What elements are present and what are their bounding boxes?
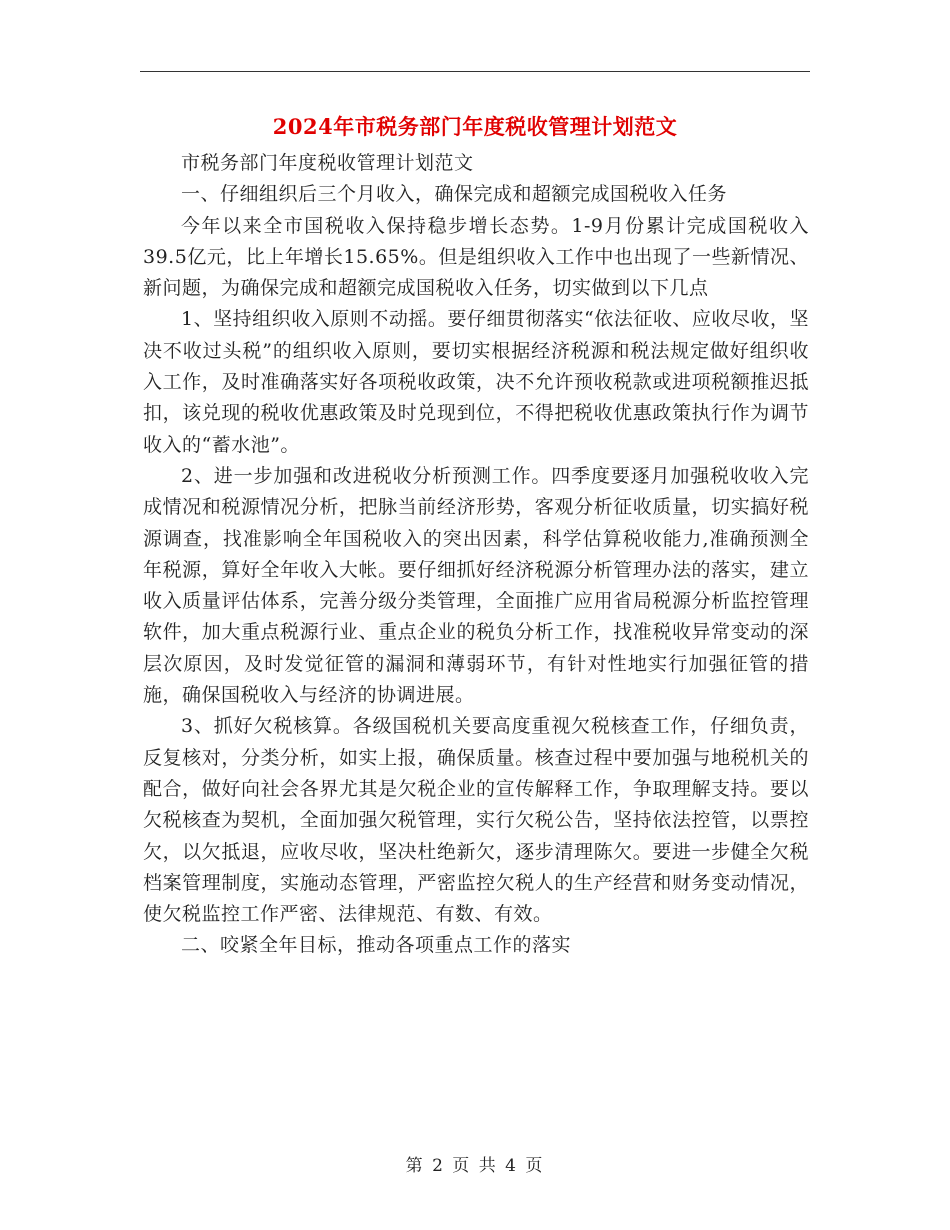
page-footer: 第 2 页 共 4 页	[405, 1156, 545, 1176]
header-rule	[140, 71, 810, 72]
paragraph: 2、进一步加强和改进税收分析预测工作。四季度要逐月加强税收收入完成情况和税源情况分析，把脉当前经济形势，客观分析征收质量，切实搞好税源调查，找准影响全年国税收入的突出因素，科学估算税收能力,准确预测全年税源，算好全年收入大帐。要仔细抓好经济税源分析管理办法的落实，建立收入质量评估体系，完善分级分类管理，全面推广应用省局税源分析监控管理软件，加大重点税源行业、重点企业的税负分析工作，找准税收异常变动的深层次原因，及时发觉征管的漏洞和薄弱环节，有针对性地实行加强征管的措施，确保国税收入与经济的协调进展。	[143, 464, 809, 707]
paragraph: 市税务部门年度税收管理计划范文	[181, 152, 474, 174]
document-body	[143, 148, 809, 962]
paragraph: 一、仔细组织后三个月收入，确保完成和超额完成国税收入任务	[181, 183, 728, 206]
paragraph: 1、坚持组织收入原则不动摇。要仔细贯彻落实“依法征收、应收尽收，坚决不收过头税”的组织收入原则，要切实根据经济税源和税法规定做好组织收入工作，及时准确落实好各项税收政策，决不允许预收税款或进项税额推迟抵扣，该兑现的税收优惠政策及时兑现到位，不得把税收优惠政策执行作为调节收入的“蓄水池”。	[143, 308, 809, 456]
paragraph: 3、抓好欠税核算。各级国税机关要高度重视欠税核查工作，仔细负责，反复核对，分类分析，如实上报，确保质量。核查过程中要加强与地税机关的配合，做好向社会各界尤其是欠税企业的宣传解释工作，争取理解支持。要以欠税核查为契机，全面加强欠税管理，实行欠税公告，坚持依法控管，以票控欠，以欠抵退，应收尽收，坚决杜绝新欠，逐步清理陈欠。要进一步健全欠税档案管理制度，实施动态管理，严密监控欠税人的生产经营和财务变动情况，使欠税监控工作严密、法律规范、有数、有效。	[143, 715, 809, 926]
paragraph: 今年以来全市国税收入保持稳步增长态势。1-9月份累计完成国税收入39.5亿元，比上年增长15.65%。但是组织收入工作中也出现了一些新情况、新问题，为确保完成和超额完成国税收入任务，切实做到以下几点	[143, 214, 809, 300]
document-title: 2024年市税务部门年度税收管理计划范文	[272, 114, 678, 139]
paragraph: 二、咬紧全年目标，推动各项重点工作的落实	[181, 934, 572, 957]
